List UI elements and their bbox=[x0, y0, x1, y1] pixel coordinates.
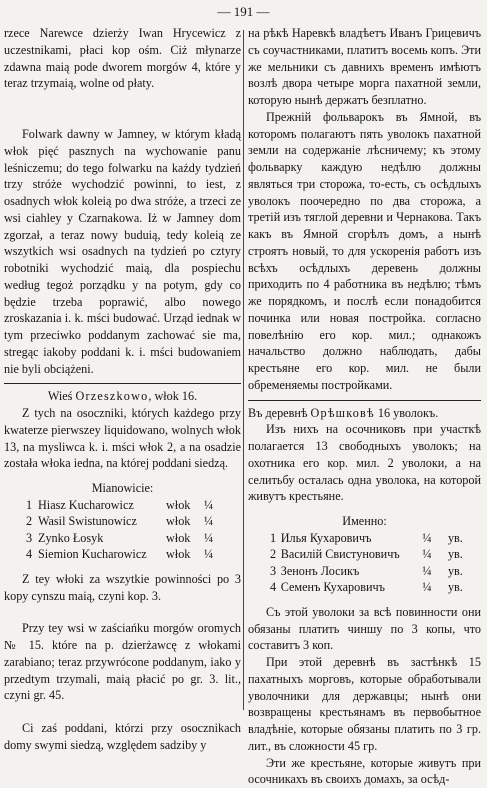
village-name-ru: Орѣшковѣ bbox=[311, 406, 375, 420]
paragraph-mill: rzece Narewce dzierży Iwan Hrycewicz z uczestnikami, płaci kop ośm. Ciż młynarze zdawna maią pode dworem morgów 4, które y teraz trzymaią, wolne od płaty. bbox=[4, 25, 241, 92]
names-list bbox=[26, 497, 234, 563]
section-divider bbox=[4, 383, 241, 384]
list-item: 2 Василій Свистуновичъ ¼ ув. bbox=[270, 546, 481, 563]
paragraph-zasciank: Przy tey wsi w zaściańku morgów oromych № 15. które na p. dzierżawcę z włokami zarabiano; teraz przywrócone poddanym, iako y przedtym trzymali, maią płacić po gr. 3. lit., czyni gr. 45. bbox=[4, 620, 241, 704]
section-divider-ru bbox=[248, 400, 481, 401]
paragraph-cynsz-ru: Съ этой уволоки за всѣ повинности они обязаны платить чиншу по 3 копы, что составитъ 3 коп. bbox=[248, 604, 481, 654]
paragraph-folwark-ru: Прежній фольварокъ въ Ямной, въ которомъ полагаютъ пять уволокъ пахатной земли на содержаніе лѣсничему; къ этому фольварку каждую недѣлю должны являться три сторожа, то-есть, съ осѣдлыхъ уволокъ поочередно по два сторожа, а третій изъ тяглой деревни и Чернакова. Такъ какъ въ Ямной сгорѣлъ домъ, а нынѣ строятъ новый, то для ускоренія работъ изъ всѣхъ осѣдлыхъ деревень должны приходить по 4 работника въ недѣлю; тѣмъ же порядкомъ, и послѣ если понадобится починка или новая постройка. согласно повелѣнію его кор. мил.; однакожъ начальство должно наблюдать, дабы крестьяне его кор. мил. не были обременяемы постройками. bbox=[248, 109, 481, 394]
list-item: 3 Зенонъ Лосикъ ¼ ув. bbox=[270, 563, 481, 580]
names-list-ru bbox=[270, 530, 481, 596]
village-name: Orzeszkowo bbox=[75, 389, 148, 403]
village-heading-ru: Въ деревнѣ Орѣшковѣ 16 уволокъ. bbox=[248, 405, 481, 422]
list-item: 3 Zynko Łosyk włok ¼ bbox=[26, 530, 234, 547]
list-item: 4 Семенъ Кухаровичъ ¼ ув. bbox=[270, 579, 481, 596]
paragraph-osoczniki-ru: Изъ нихъ на осочниковъ при участкѣ полагается 13 свободныхъ уволокъ; на охотника его кор. мил. 2 уволоки, а на селитьбу осталась одна уволока, на которой живутъ крестьяне. bbox=[248, 421, 481, 505]
page-number: — 191 — bbox=[0, 4, 487, 20]
paragraph-sadziba-ru: Эти же крестьяне, которые живутъ при осочникахъ въ своихъ домахъ, за осѣд- bbox=[248, 755, 481, 788]
names-heading-ru: Именно: bbox=[248, 513, 481, 530]
paragraph-mill-ru: на рѣкѣ Наревкѣ владѣетъ Иванъ Грицевичъ съ соучастниками, платитъ восемь копъ. Эти же мельники съ давнихъ временъ имѣютъ возлѣ двора четыре морга пахатной земли, которую нынѣ держатъ безплатно. bbox=[248, 25, 481, 109]
paragraph-sadziba: Ci zaś poddani, którzi przy osocznikach domy swymi siedzą, względem sadziby y bbox=[4, 720, 241, 754]
list-item: 1 Hiasz Kucharowicz włok ¼ bbox=[26, 497, 234, 514]
column-divider bbox=[243, 30, 244, 710]
list-item: 2 Wasil Swistunowicz włok ¼ bbox=[26, 513, 234, 530]
right-column-russian bbox=[248, 25, 481, 788]
paragraph-folwark: Folwark dawny w Jamney, w którym kładą włok pięć pasznych na wychowanie panu leśniczemu; do tego folwarku na każdy tydzień trzy stróże wychodzić powinni, to iest, z osadnych włok koleią po dwa stróże, a trzeci ze wsi ciahley y Czarnakowa. Iż w Jamney dom zgorzał, a teraz nowy buduią, tedy koleią ze wszytkich wsi osadnych na tydzień po cztyry robotniki wychodzić maią, dla pospiechu według tegoż porządku y na potym, gdy co będzie trzeba poprawić, albo nowego zroskazania i. k. mści budować. Urząd iednak w tym przeciwko poddanym zachować sie ma, stregąc iakoby poddani k. i. mści budowaniem nie byli obciążeni. bbox=[4, 126, 241, 377]
paragraph-osoczniki: Z tych na osoczniki, których każdego przy kwaterze pierwszey liquidowano, wolnych włok 13, na mysliwca k. i. mści włok 2, a na osadzie została włoka iedna, na której poddani siedzą. bbox=[4, 405, 241, 472]
names-heading: Mianowicie: bbox=[4, 480, 241, 497]
list-item: 4 Siemion Kucharowicz włok ¼ bbox=[26, 546, 234, 563]
left-column-polish bbox=[4, 25, 241, 754]
paragraph-cynsz: Z tey włoki za wszytkie powinności po 3 kopy cynszu maią, czyni kop. 3. bbox=[4, 571, 241, 605]
list-item: 1 Илья Кухаровичъ ¼ ув. bbox=[270, 530, 481, 547]
village-heading: Wieś Orzeszkowo, włok 16. bbox=[4, 388, 241, 405]
paragraph-zasciank-ru: При этой деревнѣ въ застѣнкѣ 15 пахатныхъ морговъ, которые обработывали уволочники для державцы; нынѣ они возвращены крестьянамъ въ первобытное владѣніе, которые обязаны платить по 3 гр. лит., въ сложности 45 гр. bbox=[248, 654, 481, 755]
